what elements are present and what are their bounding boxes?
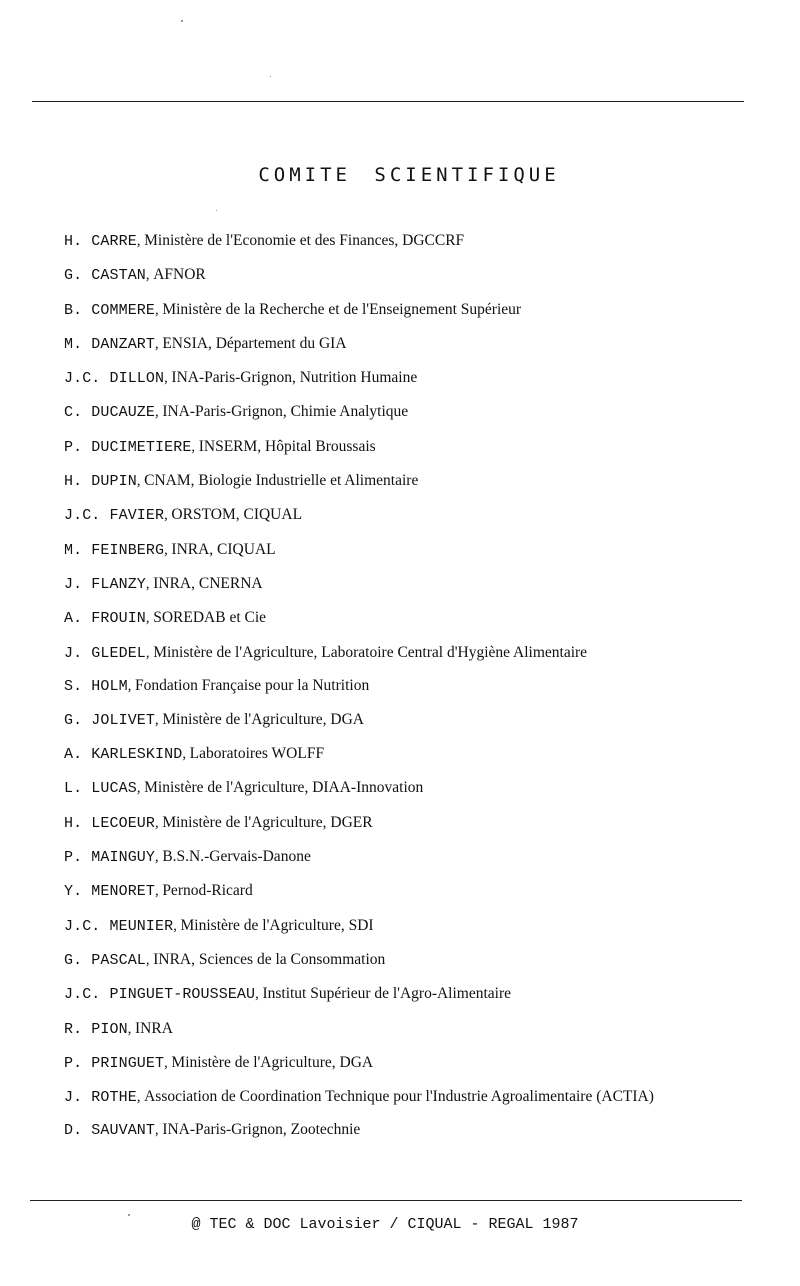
member-affiliation: INA-Paris-Grignon, Zootechnie <box>162 1121 361 1139</box>
member-affiliation: INSERM, Hôpital Broussais <box>198 437 376 455</box>
member-item: Y. MENORET, Pernod-Ricard <box>64 882 253 901</box>
member-name: H. LECOEUR <box>64 814 156 832</box>
member-name: C. DUCAUZE <box>64 404 156 422</box>
member-affiliation: Ministère de l'Agriculture, Laboratoire Central d'Hygiène Alimentaire <box>153 643 588 661</box>
member-affiliation: AFNOR <box>153 266 206 284</box>
member-affiliation: INRA, Sciences de la Consommation <box>153 950 386 968</box>
member-name: A. FROUIN <box>64 610 146 628</box>
member-item: H. DUPIN, CNAM, Biologie Industrielle et Alimentaire <box>64 472 419 491</box>
member-affiliation: Ministère de l'Agriculture, DIAA-Innovation <box>144 779 424 797</box>
copyright-footer: @ TEC & DOC Lavoisier / CIQUAL - REGAL 1987 <box>191 1216 579 1233</box>
member-item: L. LUCAS, Ministère de l'Agriculture, DIAA-Innovation <box>64 779 424 798</box>
member-item: J.C. PINGUET-ROUSSEAU, Institut Supérieur de l'Agro-Alimentaire <box>64 985 512 1004</box>
member-item: M. DANZART, ENSIA, Département du GIA <box>64 334 347 353</box>
page-title: COMITE SCIENTIFIQUE <box>258 164 560 186</box>
member-name: L. LUCAS <box>64 780 137 798</box>
member-item: J. GLEDEL, Ministère de l'Agriculture, Laboratoire Central d'Hygiène Alimentaire <box>64 643 588 662</box>
member-item: G. PASCAL, INRA, Sciences de la Consommation <box>64 950 386 969</box>
member-name: M. FEINBERG <box>64 541 165 559</box>
member-item: R. PION, INRA <box>64 1019 173 1038</box>
member-affiliation: SOREDAB et Cie <box>153 609 267 627</box>
member-name: M. DANZART <box>64 335 156 353</box>
member-item: J. ROTHE, Association de Coordination Technique pour l'Industrie Agroalimentaire (ACTIA) <box>64 1088 654 1107</box>
member-name: J.C. PINGUET-ROUSSEAU <box>64 986 256 1004</box>
member-item: H. LECOEUR, Ministère de l'Agriculture, DGER <box>64 813 373 832</box>
member-affiliation: Institut Supérieur de l'Agro-Alimentaire <box>262 985 512 1003</box>
member-affiliation: B.S.N.-Gervais-Danone <box>162 848 311 866</box>
member-name: H. CARRE <box>64 233 137 250</box>
member-affiliation: Fondation Française pour la Nutrition <box>135 676 370 694</box>
member-name: J. ROTHE <box>64 1089 137 1107</box>
member-affiliation: CNAM, Biologie Industrielle et Alimentaire <box>144 472 419 490</box>
member-affiliation: Ministère de l'Agriculture, DGER <box>162 813 373 831</box>
member-item: C. DUCAUZE, INA-Paris-Grignon, Chimie Analytique <box>64 403 409 422</box>
member-name: G. PASCAL <box>64 951 146 969</box>
member-name: J.C. FAVIER <box>64 507 165 525</box>
member-item: A. KARLESKIND, Laboratoires WOLFF <box>64 745 325 764</box>
member-name: G. CASTAN <box>64 267 146 285</box>
member-item: A. FROUIN, SOREDAB et Cie <box>64 609 267 628</box>
member-affiliation: Ministère de l'Agriculture, SDI <box>180 916 374 934</box>
member-item: G. CASTAN, AFNOR <box>64 266 206 285</box>
member-affiliation: Ministère de l'Agriculture, DGA <box>171 1053 374 1071</box>
member-affiliation: INRA, CIQUAL <box>171 540 276 558</box>
member-item: M. FEINBERG, INRA, CIQUAL <box>64 540 276 559</box>
member-name: B. COMMERE <box>64 301 156 319</box>
member-affiliation: Ministère de la Recherche et de l'Enseignement Supérieur <box>162 300 522 318</box>
member-item: S. HOLM, Fondation Française pour la Nutrition <box>64 676 370 695</box>
member-affiliation: ENSIA, Département du GIA <box>162 334 347 352</box>
member-affiliation: ORSTOM, CIQUAL <box>171 506 303 524</box>
member-affiliation: INRA, CNERNA <box>153 574 263 592</box>
member-item: J.C. DILLON, INA-Paris-Grignon, Nutrition Humaine <box>64 369 418 388</box>
member-item: J.C. FAVIER, ORSTOM, CIQUAL <box>64 506 303 525</box>
member-name: P. PRINGUET <box>64 1054 165 1072</box>
member-affiliation: Association de Coordination Technique pour l'Industrie Agroalimentaire (ACTIA) <box>144 1088 654 1106</box>
member-name: J. GLEDEL <box>64 644 146 662</box>
committee-member-list <box>64 232 744 1155</box>
member-name: H. DUPIN <box>64 473 137 491</box>
member-name: J.C. DILLON <box>64 370 165 388</box>
member-name: J. FLANZY <box>64 575 146 593</box>
member-item: J.C. MEUNIER, Ministère de l'Agriculture, SDI <box>64 916 374 935</box>
member-name: J.C. MEUNIER <box>64 917 174 935</box>
member-name: R. PION <box>64 1020 128 1038</box>
member-name: P. DUCIMETIERE <box>64 438 192 456</box>
member-name: D. SAUVANT <box>64 1122 156 1140</box>
member-item: P. DUCIMETIERE, INSERM, Hôpital Broussais <box>64 437 376 456</box>
top-rule <box>32 101 744 102</box>
member-name: G. JOLIVET <box>64 711 156 729</box>
member-affiliation: Pernod-Ricard <box>162 882 253 900</box>
member-item: B. COMMERE, Ministère de la Recherche et de l'Enseignement Supérieur <box>64 300 522 319</box>
member-affiliation: Laboratoires WOLFF <box>189 745 325 763</box>
member-name: A. KARLESKIND <box>64 746 183 764</box>
member-affiliation: Ministère de l'Agriculture, DGA <box>162 710 364 728</box>
scan-speck <box>216 210 217 211</box>
bottom-rule <box>30 1200 742 1201</box>
member-item: D. SAUVANT, INA-Paris-Grignon, Zootechnie <box>64 1121 361 1140</box>
member-item: G. JOLIVET, Ministère de l'Agriculture, DGA <box>64 710 364 729</box>
scan-speck <box>270 76 271 77</box>
member-item: P. MAINGUY, B.S.N.-Gervais-Danone <box>64 848 311 867</box>
member-item: J. FLANZY, INRA, CNERNA <box>64 574 263 593</box>
member-affiliation: Ministère de l'Economie et des Finances, DGCCRF <box>144 232 465 249</box>
member-item: H. CARRE, Ministère de l'Economie et des Finances, DGCCRF <box>64 232 465 250</box>
scan-speck <box>181 20 183 22</box>
member-name: S. HOLM <box>64 677 128 695</box>
member-affiliation: INA-Paris-Grignon, Chimie Analytique <box>162 403 409 421</box>
member-name: P. MAINGUY <box>64 849 156 867</box>
member-affiliation: INA-Paris-Grignon, Nutrition Humaine <box>171 369 418 387</box>
member-item: P. PRINGUET, Ministère de l'Agriculture, DGA <box>64 1053 374 1072</box>
member-affiliation: INRA <box>135 1019 173 1037</box>
member-name: Y. MENORET <box>64 883 156 901</box>
